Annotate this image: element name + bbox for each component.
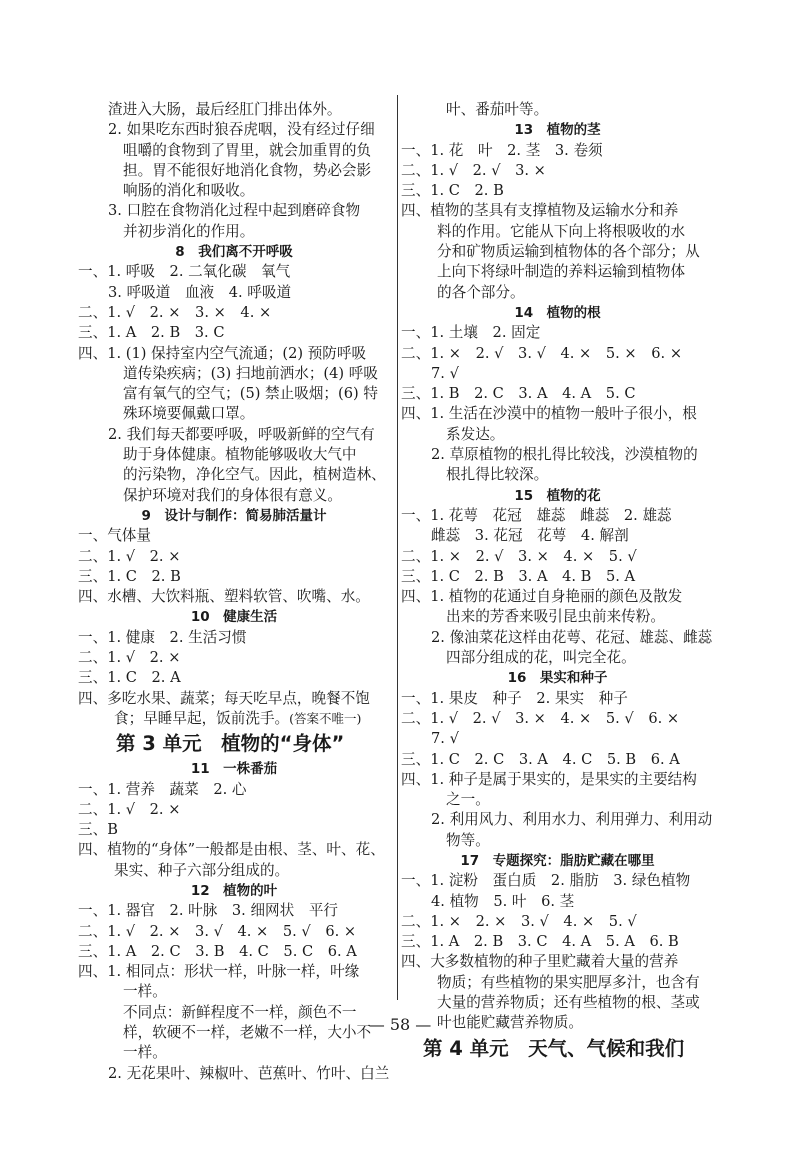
answer-line [78,901,390,921]
answer-line [78,628,390,648]
answer-line [78,1043,390,1063]
answer-line [401,993,714,1013]
section-heading [78,242,390,262]
answer-line [401,201,714,221]
answer-line [401,892,714,912]
answer-line [401,222,714,242]
answer-line [78,861,390,881]
answer-line [401,242,714,262]
answer-line [401,445,714,465]
line-text: 一、1. 营养 蔬菜 2. 心 [78,780,247,798]
answer-line [78,486,390,506]
answer-note: (答案不唯一) [289,710,362,726]
line-text: 咀嚼的食物到了胃里，就会加重胃的负 [123,141,372,159]
answer-line [401,465,714,485]
answer-line [401,364,714,384]
line-text: 四、多吃水果、蔬菜；每天吃早点，晚餐不饱 [78,689,370,707]
line-text: 四、植物的茎具有支撑植物及运输水分和养 [401,202,679,220]
answer-line [78,141,390,161]
answer-line [78,222,390,242]
line-text: 二、1. × 2. √ 3. × 4. × 5. √ [401,547,637,565]
line-text: 四、1. 生活在沙漠中的植物一般叶子很小，根 [401,405,697,423]
line-text: 物等。 [446,831,490,849]
answer-line [78,425,390,445]
answer-line [78,547,390,567]
line-text: 12 植物的叶 [190,882,278,899]
answer-line [401,607,714,627]
answer-line [401,871,714,891]
answer-line [78,283,390,303]
line-text: 物质；有些植物的果实肥厚多汁，也含有 [437,973,700,991]
section-heading [401,851,714,871]
line-text: 三、1. C 2. A [78,669,181,687]
answer-line [401,344,714,364]
line-text: 三、1. C 2. C 3. A 4. C 5. B 6. A [401,750,680,768]
line-text: 四、1. 植物的花通过自身艳丽的颜色及散发 [401,588,683,606]
answer-line [401,628,714,648]
section-heading [78,506,390,526]
section-heading [78,759,390,779]
line-text: 并初步消化的作用。 [123,222,255,240]
line-text: 9 设计与制作：简易肺活量计 [141,507,327,524]
answer-line [78,262,390,282]
line-text: 一、1. 健康 2. 生活习惯 [78,628,247,646]
section-heading [78,881,390,901]
line-text: 14 植物的根 [514,304,601,321]
answer-line [401,689,714,709]
answer-line [78,526,390,546]
line-text: 的污染物，净化空气。因此，植树造林、 [123,466,386,484]
line-text: 三、1. B 2. C 3. A 4. A 5. C [401,385,636,403]
line-text: 料的作用。它能从下向上将根吸收的水 [437,222,686,240]
line-text: 8 我们离不开呼吸 [175,244,293,261]
left-column [78,100,390,1084]
line-text: 二、1. √ 2. √ 3. × 4. × 5. √ 6. × [401,709,680,727]
answer-line [401,425,714,445]
answer-line [401,567,714,587]
answer-line [78,587,390,607]
line-text: 上向下将绿叶制造的养料运输到植物体 [437,263,686,281]
line-text: 不同点：新鲜程度不一样，颜色不一 [123,1003,357,1021]
answer-line [78,709,390,729]
answer-line [401,912,714,932]
line-text: 三、B [78,821,118,839]
answer-line [78,181,390,201]
line-text: 3. 口腔在食物消化过程中起到磨碎食物 [108,202,361,220]
answer-line [78,344,390,364]
line-text: 一、1. 器官 2. 叶脉 3. 细网状 平行 [78,902,339,920]
line-text: 三、1. A 2. B 3. C 4. A 5. A 6. B [401,933,679,951]
line-text: 系发达。 [446,425,505,443]
line-text: 出来的芳香来吸引昆虫前来传粉。 [446,608,665,626]
answer-line [401,141,714,161]
line-text: 四、1. 种子是属于果实的，是果实的主要结构 [401,770,697,788]
answer-line [401,323,714,343]
section-heading [401,668,714,688]
answer-line [78,303,390,323]
answer-line [401,262,714,282]
line-text: 四、水槽、大饮料瓶、塑料软管、吹嘴、水。 [78,588,370,606]
answer-line [78,120,390,140]
column-divider [397,95,398,1000]
line-text: 叶也能贮藏营养物质。 [437,1014,583,1032]
answer-line [401,648,714,668]
line-text: 2. 草原植物的根扎得比较浅，沙漠植物的 [431,446,698,464]
answer-line [78,465,390,485]
line-text: 响肠的消化和吸收。 [123,182,255,200]
line-text: 根扎得比较深。 [446,466,549,484]
answer-line [401,506,714,526]
line-text: 三、1. C 2. B [401,182,504,200]
line-text: 3. 呼吸道 血液 4. 呼吸道 [108,283,292,301]
line-text: 四、植物的“身体”一般都是由根、茎、叶、花、 [78,841,385,859]
line-text: 二、1. × 2. √ 3. √ 4. × 5. × 6. × [401,344,683,362]
answer-line [401,831,714,851]
answer-line [78,323,390,343]
line-text: 一、1. 呼吸 2. 二氧化碳 氧气 [78,263,291,281]
line-text: 2. 如果吃东西时狼吞虎咽，没有经过仔细 [108,121,375,139]
line-text: 第 4 单元 天气、气候和我们 [423,1036,685,1060]
answer-line [78,982,390,1002]
line-text: 担。胃不能很好地消化食物，势必会影 [123,161,372,179]
answer-line [78,820,390,840]
line-text: 11 一株番茄 [190,761,278,778]
line-text: 一样。 [123,1044,167,1062]
answer-line [401,770,714,790]
section-heading [401,486,714,506]
line-text: 四、大多数植物的种子里贮藏着大量的营养 [401,953,679,971]
right-column [401,100,714,1064]
answer-line [401,952,714,972]
line-text: 三、1. C 2. B [78,567,181,585]
answer-line [78,689,390,709]
line-text: 4. 植物 5. 叶 6. 茎 [431,892,575,910]
answer-line [78,384,390,404]
line-text: 2. 利用风力、利用水力、利用弹力、利用动 [431,811,713,829]
line-text: 果实、种子六部分组成的。 [114,861,290,879]
line-text: 食；早睡早起，饭前洗手。 [114,709,290,727]
unit-title [78,729,390,759]
line-text: 7. √ [431,364,459,382]
line-text: 三、1. A 2. B 3. C [78,324,225,342]
line-text: 二、1. √ 2. √ 3. × [401,161,546,179]
line-text: 保护环境对我们的身体很有意义。 [123,486,342,504]
line-text: 13 植物的茎 [514,122,601,139]
answer-line [401,100,714,120]
line-text: 四、1. (1) 保持室内空气流通；(2) 预防呼吸 [78,344,367,362]
answer-line [78,942,390,962]
answer-line [78,161,390,181]
line-text: 10 健康生活 [190,609,278,626]
answer-line [78,840,390,860]
line-text: 殊环境要佩戴口罩。 [123,405,255,423]
line-text: 一样。 [123,983,167,1001]
answer-line [78,648,390,668]
answer-line [78,668,390,688]
answer-line [78,780,390,800]
section-heading [401,303,714,323]
line-text: 16 果实和种子 [507,670,608,687]
unit-title [401,1034,714,1064]
answer-line [401,404,714,424]
line-text: 富有氧气的空气；(5) 禁止吸烟；(6) 特 [123,385,378,403]
page-number: — 58 — [368,1015,432,1034]
answer-line [401,526,714,546]
line-text: 一、1. 淀粉 蛋白质 2. 脂肪 3. 绿色植物 [401,872,691,890]
answer-line [78,404,390,424]
answer-line [401,161,714,181]
answer-line [78,1064,390,1084]
answer-line [401,709,714,729]
line-text: 15 植物的花 [514,487,601,504]
answer-line [401,973,714,993]
line-text: 三、1. A 2. C 3. B 4. C 5. C 6. A [78,942,357,960]
line-text: 二、1. √ 2. × [78,547,181,565]
line-text: 一、1. 果皮 种子 2. 果实 种子 [401,689,628,707]
line-text: 大量的营养物质；还有些植物的根、茎或 [437,994,700,1012]
line-text: 二、1. × 2. × 3. √ 4. × 5. √ [401,912,637,930]
line-text: 分和矿物质运输到植物体的各个部分；从 [437,243,700,261]
answer-line [401,384,714,404]
line-text: 7. √ [431,730,459,748]
answer-line [401,181,714,201]
answer-line [401,810,714,830]
line-text: 一、1. 花萼 花冠 雄蕊 雌蕊 2. 雄蕊 [401,506,672,524]
line-text: 渣进入大肠，最后经肛门排出体外。 [108,101,342,118]
line-text: 2. 我们每天都要呼吸，呼吸新鲜的空气有 [108,425,375,443]
answer-line [78,201,390,221]
answer-line [401,283,714,303]
line-text: 四、1. 相同点：形状一样，叶脉一样，叶缘 [78,963,360,981]
answer-line [78,445,390,465]
answer-line [401,750,714,770]
line-text: 2. 无花果叶、辣椒叶、芭蕉叶、竹叶、白兰 [108,1064,390,1082]
answer-line [78,100,390,120]
line-text: 二、1. √ 2. × 3. × 4. × [78,303,272,321]
line-text: 一、1. 土壤 2. 固定 [401,324,541,342]
line-text: 第 3 单元 植物的“身体” [116,732,345,756]
line-text: 四部分组成的花，叫完全花。 [446,649,636,667]
answer-line [401,729,714,749]
answer-line [401,547,714,567]
line-text: 三、1. C 2. B 3. A 4. B 5. A [401,567,636,585]
line-text: 样，软硬不一样，老嫩不一样，大小不 [123,1024,372,1042]
answer-line [78,800,390,820]
line-text: 之一。 [446,791,490,809]
line-text: 二、1. √ 2. × [78,800,181,818]
line-text: 叶、番茄叶等。 [446,101,549,118]
line-text: 一、气体量 [78,527,151,545]
line-text: 雌蕊 3. 花冠 花萼 4. 解剖 [431,527,629,545]
answer-line [78,567,390,587]
line-text: 的各个部分。 [437,283,525,301]
line-text: 17 专题探究：脂肪贮藏在哪里 [460,852,655,869]
answer-line [78,922,390,942]
answer-line [401,790,714,810]
line-text: 二、1. √ 2. × 3. √ 4. × 5. √ 6. × [78,922,357,940]
section-heading [401,120,714,140]
answer-line [78,962,390,982]
line-text: 二、1. √ 2. × [78,649,181,667]
line-text: 道传染疾病；(3) 扫地前洒水；(4) 呼吸 [123,364,378,382]
line-text: 助于身体健康。植物能够吸收大气中 [123,446,357,464]
answer-line [78,364,390,384]
line-text: 一、1. 花 叶 2. 茎 3. 卷须 [401,141,603,159]
answer-line [401,932,714,952]
answer-line [401,587,714,607]
section-heading [78,607,390,627]
line-text: 2. 像油菜花这样由花萼、花冠、雄蕊、雌蕊 [431,628,713,646]
